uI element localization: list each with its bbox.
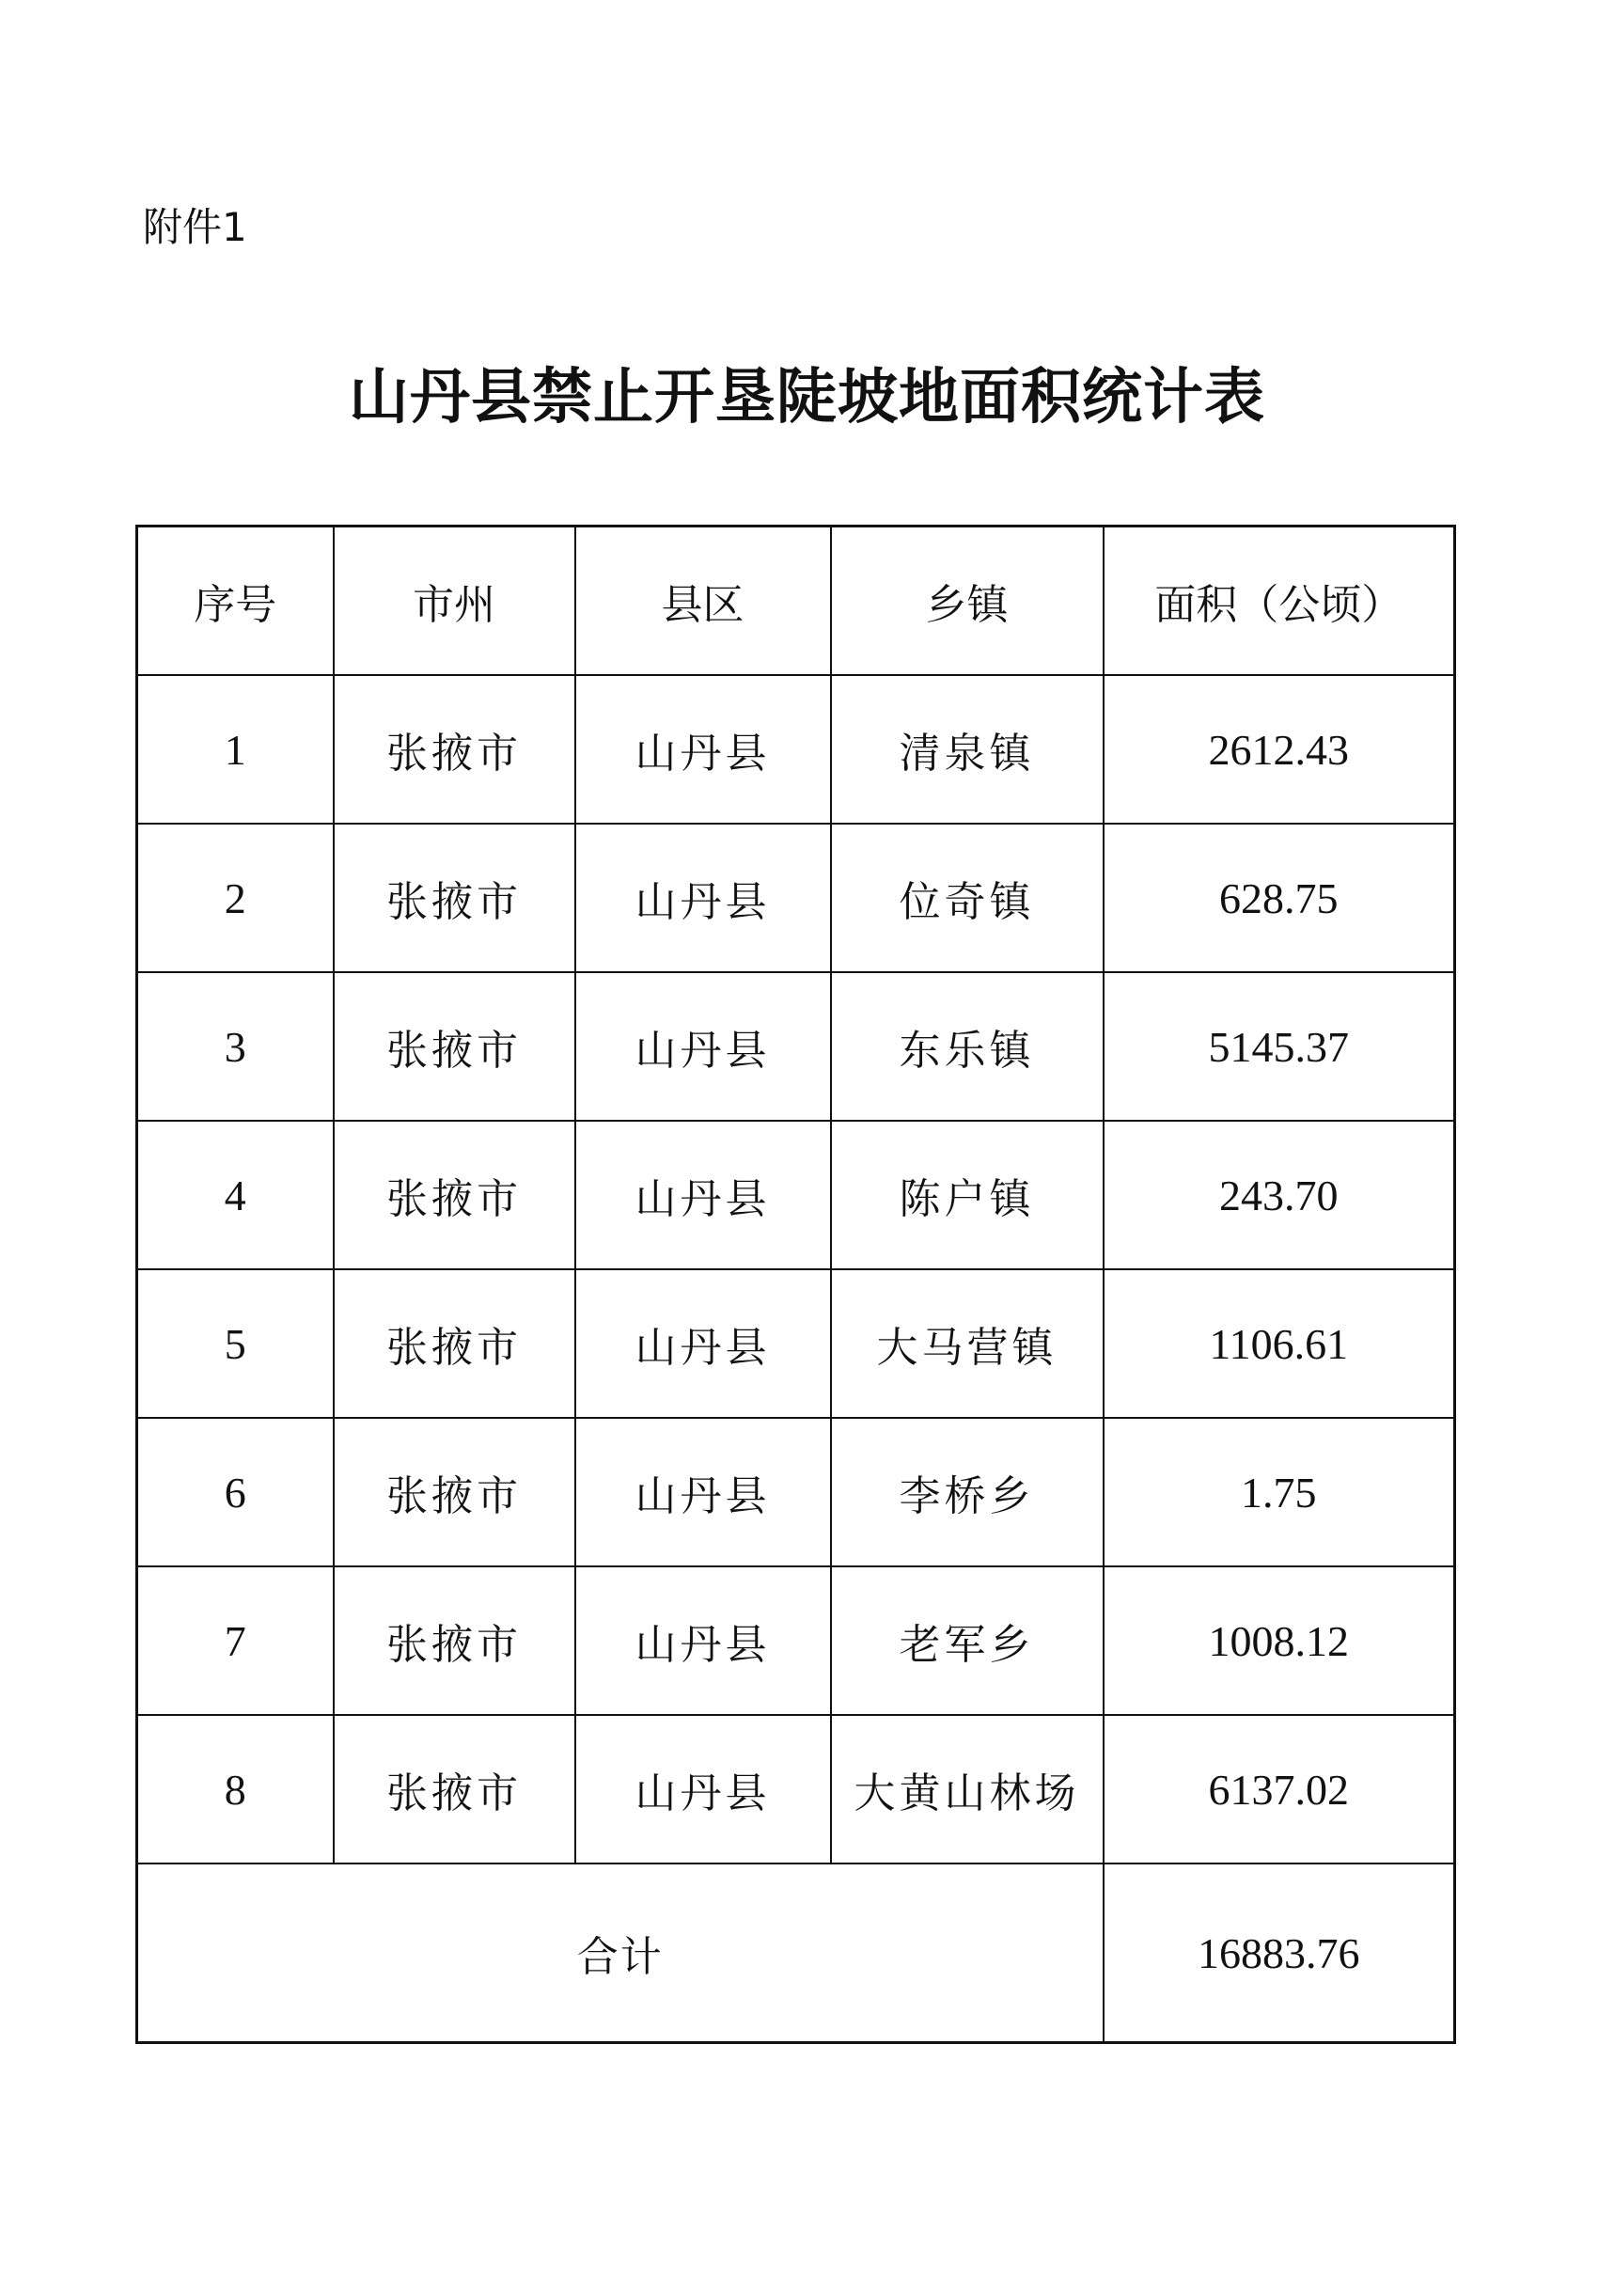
document-title: 山丹县禁止开垦陡坡地面积统计表 (349, 363, 1265, 432)
area-statistics-table (135, 525, 1456, 2044)
row-index: 3 (137, 972, 334, 1121)
header-county: 县区 (575, 527, 831, 676)
row-city: 张掖市 (334, 1269, 575, 1418)
table-row (137, 1715, 1455, 1864)
table-row (137, 1121, 1455, 1269)
row-county: 山丹县 (575, 675, 831, 824)
table-row (137, 1269, 1455, 1418)
row-county: 山丹县 (575, 1418, 831, 1566)
row-city: 张掖市 (334, 675, 575, 824)
row-city: 张掖市 (334, 1418, 575, 1566)
header-city: 市州 (334, 527, 575, 676)
table-row (137, 824, 1455, 972)
row-city: 张掖市 (334, 1715, 575, 1864)
row-index: 7 (137, 1566, 334, 1715)
row-county: 山丹县 (575, 824, 831, 972)
row-area: 1008.12 (1104, 1566, 1455, 1715)
header-area: 面积（公顷） (1104, 527, 1455, 676)
row-area: 628.75 (1104, 824, 1455, 972)
total-row (137, 1864, 1455, 2043)
row-index: 6 (137, 1418, 334, 1566)
header-town: 乡镇 (831, 527, 1104, 676)
row-county: 山丹县 (575, 1269, 831, 1418)
table-row (137, 972, 1455, 1121)
row-town: 陈户镇 (831, 1121, 1104, 1269)
table-row (137, 1566, 1455, 1715)
row-index: 2 (137, 824, 334, 972)
row-county: 山丹县 (575, 1566, 831, 1715)
row-county: 山丹县 (575, 1121, 831, 1269)
row-index: 4 (137, 1121, 334, 1269)
row-index: 1 (137, 675, 334, 824)
row-area: 2612.43 (1104, 675, 1455, 824)
row-index: 8 (137, 1715, 334, 1864)
row-county: 山丹县 (575, 1715, 831, 1864)
row-city: 张掖市 (334, 1566, 575, 1715)
row-town: 大黄山林场 (831, 1715, 1104, 1864)
row-index: 5 (137, 1269, 334, 1418)
header-index: 序号 (137, 527, 334, 676)
row-town: 老军乡 (831, 1566, 1104, 1715)
attachment-label: 附件1 (143, 204, 247, 250)
total-label: 合计 (137, 1864, 1104, 2043)
table-header-row (137, 527, 1455, 676)
row-city: 张掖市 (334, 1121, 575, 1269)
row-town: 清泉镇 (831, 675, 1104, 824)
total-area: 16883.76 (1104, 1864, 1455, 2043)
row-city: 张掖市 (334, 972, 575, 1121)
row-area: 5145.37 (1104, 972, 1455, 1121)
row-town: 位奇镇 (831, 824, 1104, 972)
row-county: 山丹县 (575, 972, 831, 1121)
row-town: 东乐镇 (831, 972, 1104, 1121)
table-row (137, 675, 1455, 824)
row-area: 1.75 (1104, 1418, 1455, 1566)
row-town: 李桥乡 (831, 1418, 1104, 1566)
table-row (137, 1418, 1455, 1566)
row-area: 1106.61 (1104, 1269, 1455, 1418)
row-town: 大马营镇 (831, 1269, 1104, 1418)
row-city: 张掖市 (334, 824, 575, 972)
row-area: 243.70 (1104, 1121, 1455, 1269)
row-area: 6137.02 (1104, 1715, 1455, 1864)
